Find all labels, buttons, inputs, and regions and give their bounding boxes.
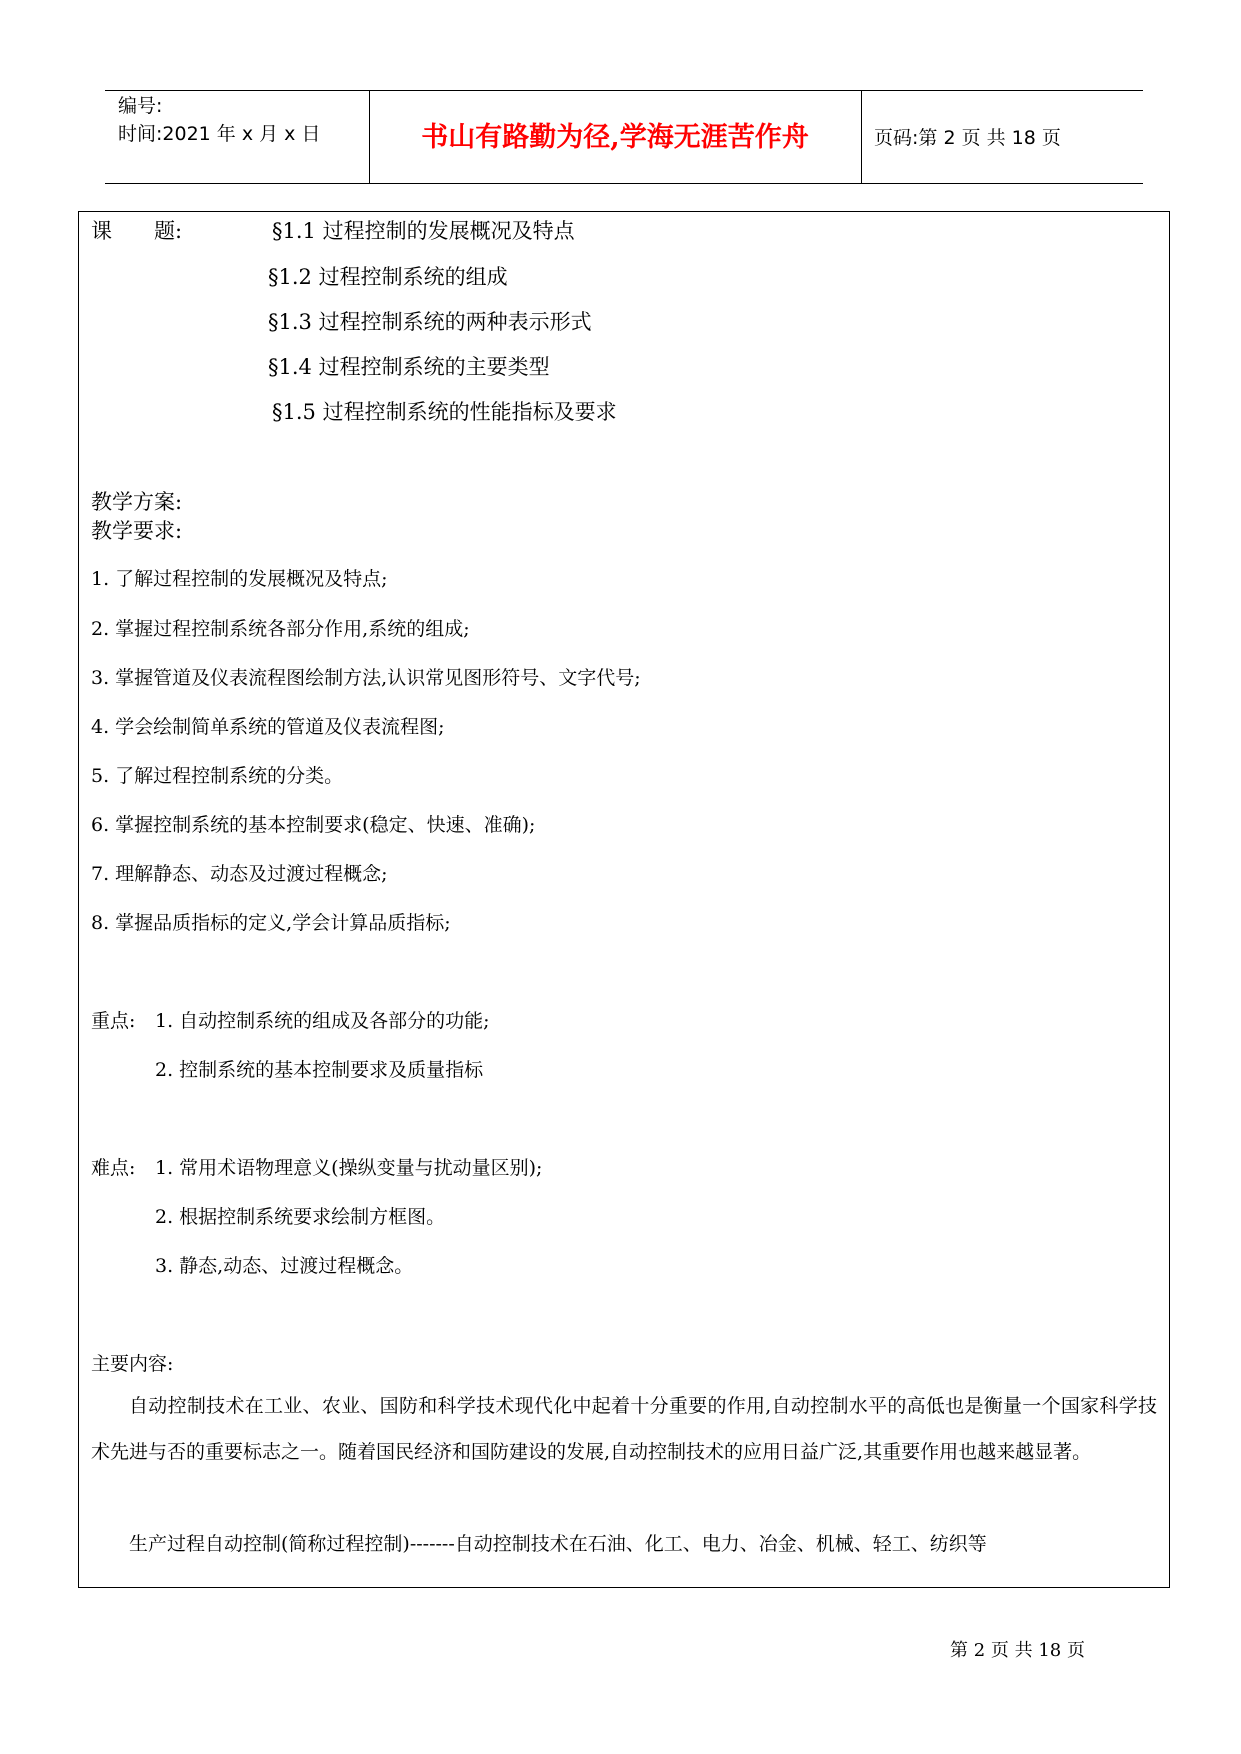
difficulties-label: 难点:: [91, 1157, 136, 1179]
main-content-title: 主要内容:: [91, 1353, 174, 1375]
header-top-rule: [105, 90, 1143, 91]
header-bottom-rule: [105, 183, 1143, 184]
requirement-5: 5. 了解过程控制系统的分类。: [91, 765, 344, 787]
requirement-1: 1. 了解过程控制的发展概况及特点;: [91, 568, 388, 590]
requirement-6: 6. 掌握控制系统的基本控制要求(稳定、快速、准确);: [91, 814, 536, 836]
key-point-1: 1. 自动控制系统的组成及各部分的功能;: [155, 1010, 490, 1032]
key-point-2: 2. 控制系统的基本控制要求及质量指标: [155, 1059, 484, 1081]
topic-item-5: §1.5 过程控制系统的性能指标及要求: [272, 400, 617, 424]
plan-title: 教学方案:: [91, 490, 183, 514]
requirement-3: 3. 掌握管道及仪表流程图绘制方法,认识常见图形符号、文字代号;: [91, 667, 641, 689]
topic-item-4: §1.4 过程控制系统的主要类型: [268, 355, 550, 379]
header-motto: 书山有路勤为径,学海无涯苦作舟: [421, 122, 809, 153]
topic-item-2: §1.2 过程控制系统的组成: [268, 265, 508, 289]
topic-label: 课 题:: [91, 219, 183, 243]
topic-item-1: §1.1 过程控制的发展概况及特点: [272, 219, 575, 243]
difficulty-2: 2. 根据控制系统要求绘制方框图。: [155, 1206, 446, 1228]
requirement-2: 2. 掌握过程控制系统各部分作用,系统的组成;: [91, 618, 470, 640]
topic-item-3: §1.3 过程控制系统的两种表示形式: [268, 310, 592, 334]
header-left-cell: [118, 92, 320, 148]
header-time-label: 时间:2021 年 x 月 x 日: [118, 123, 321, 145]
requirement-8: 8. 掌握品质指标的定义,学会计算品质指标;: [91, 912, 451, 934]
difficulty-3: 3. 静态,动态、过渡过程概念。: [155, 1255, 414, 1277]
requirement-7: 7. 理解静态、动态及过渡过程概念;: [91, 863, 388, 885]
key-points-label: 重点:: [91, 1010, 136, 1032]
footer-page-number: 第 2 页 共 18 页: [950, 1640, 1085, 1661]
requirement-4: 4. 学会绘制简单系统的管道及仪表流程图;: [91, 716, 445, 738]
difficulty-1: 1. 常用术语物理意义(操纵变量与扰动量区别);: [155, 1157, 543, 1179]
requirements-title: 教学要求:: [91, 519, 183, 543]
header-divider-right: [861, 90, 862, 183]
main-paragraph-2: 生产过程自动控制(简称过程控制)-------自动控制技术在石油、化工、电力、冶金、机械、轻工、纺织等: [129, 1533, 987, 1555]
header-page-label: 页码:第 2 页 共 18 页: [874, 127, 1061, 149]
header-number-label: 编号:: [118, 95, 163, 117]
main-paragraph-1: 自动控制技术在工业、农业、国防和科学技术现代化中起着十分重要的作用,自动控制水平的高低也是衡量一个国家科学技术先进与否的重要标志之一。随着国民经济和国防建设的发展,自动控制技术的应用日益广泛,其重要作用也越来越显著。: [91, 1395, 1157, 1463]
content-box: [78, 211, 1170, 1588]
